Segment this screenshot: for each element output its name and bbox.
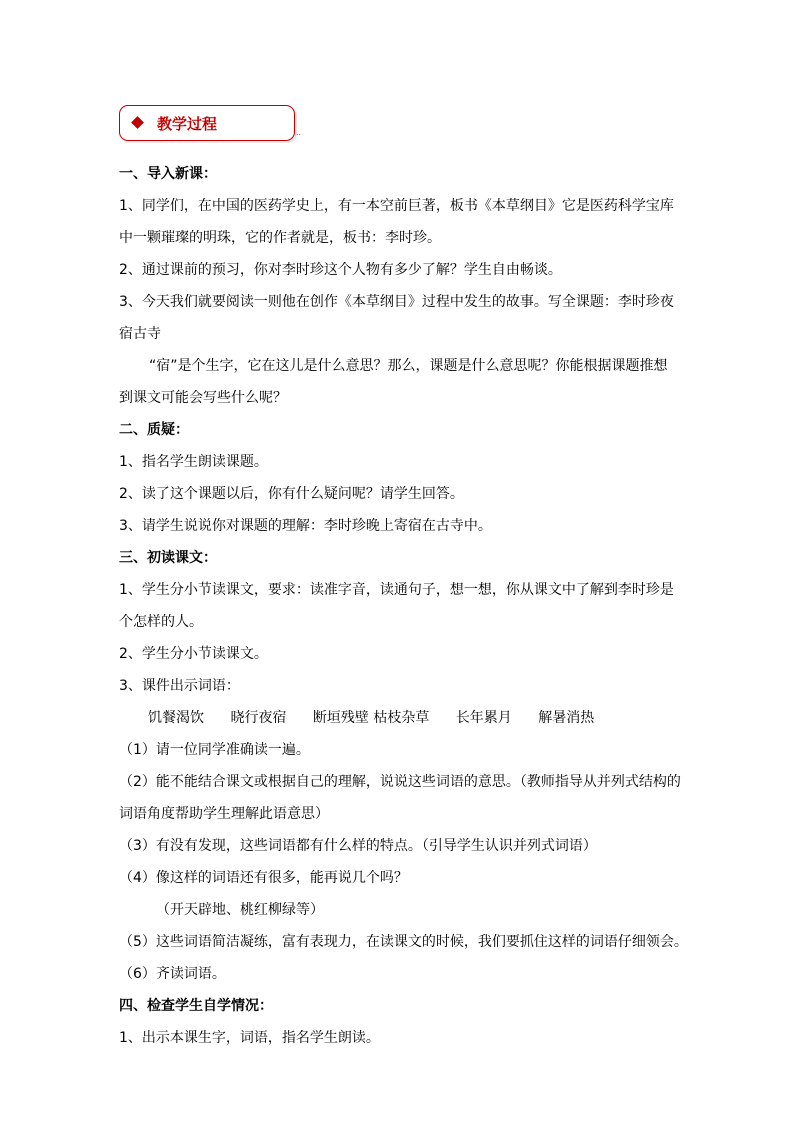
vocab-item: 解暑消热: [538, 710, 595, 726]
vocab-item: 长年累月: [455, 710, 512, 726]
vocab-list: [119, 702, 689, 734]
text-line: 词语角度帮助学生理解此语意思）: [119, 806, 329, 822]
text-line: 3、课件出示词语：: [119, 678, 240, 694]
vocab-item: 断垣残壁 枯枝杂草: [312, 710, 430, 726]
text-line: （开天辟地、桃红柳绿等）: [156, 902, 324, 918]
text-line: 三、初读课文：: [119, 550, 217, 566]
text-line: 1、指名学生朗读课题。: [119, 454, 268, 470]
diamond-icon: [131, 116, 144, 129]
text-line: 1、学生分小节读课文，要求：读准字音，读通句子，想一想，你从课文中了解到李时珍是: [119, 582, 674, 598]
text-line: （3）有没有发现，这些词语都有什么样的特点。（引导学生认识并列式词语）: [119, 838, 597, 854]
text-line: 2、学生分小节读课文。: [119, 646, 268, 662]
text-line: 2、通过课前的预习，你对李时珍这个人物有多少了解？学生自由畅谈。: [119, 262, 562, 278]
text-line: 宿古寺: [119, 326, 161, 342]
text-line: （4）像这样的词语还有很多，能再说几个吗？: [119, 870, 408, 886]
vocab-item: 晓行夜宿: [230, 710, 287, 726]
text-line: （1）请一位同学准确读一遍。: [119, 742, 310, 758]
text-line: 2、读了这个课题以后，你有什么疑问呢？请学生回答。: [119, 486, 464, 502]
text-line: 到课文可能会写些什么呢？: [119, 390, 287, 406]
text-line: 四、检查学生自学情况：: [119, 998, 273, 1014]
section-title: 教学过程: [157, 115, 218, 133]
section-title-box: [119, 105, 295, 141]
text-line: 中一颗璀璨的明珠，它的作者就是，板书：李时珍。: [119, 230, 441, 246]
vocab-item: 饥餐渴饮: [148, 710, 204, 726]
text-line: （2）能不能结合课文或根据自己的理解，说说这些词语的意思。（教师指导从并列式结构的: [119, 774, 681, 790]
text-line: 3、今天我们就要阅读一则他在创作《本草纲目》过程中发生的故事。写全课题：李时珍夜: [119, 294, 674, 310]
lesson-content: [119, 158, 689, 1054]
text-line: 1、出示本课生字，词语，指名学生朗读。: [119, 1030, 380, 1046]
text-line: （5）这些词语简洁凝练，富有表现力，在读课文的时候，我们要抓住这样的词语仔细领会。: [119, 934, 688, 950]
text-line: 3、请学生说说你对课题的理解：李时珍晚上寄宿在古寺中。: [119, 518, 492, 534]
text-line: 一、导入新课：: [119, 166, 217, 182]
text-line: 个怎样的人。: [119, 614, 203, 630]
text-line: 二、质疑：: [119, 422, 189, 438]
text-line: 1、同学们，在中国的医药学史上，有一本空前巨著，板书《本草纲目》它是医药科学宝库: [119, 198, 674, 214]
text-line: “宿”是个生字，它在这儿是什么意思？那么，课题是什么意思呢？你能根据课题推想: [149, 358, 668, 374]
ellipsis-mark: ..: [296, 128, 302, 137]
text-line: （6）齐读词语。: [119, 966, 226, 982]
